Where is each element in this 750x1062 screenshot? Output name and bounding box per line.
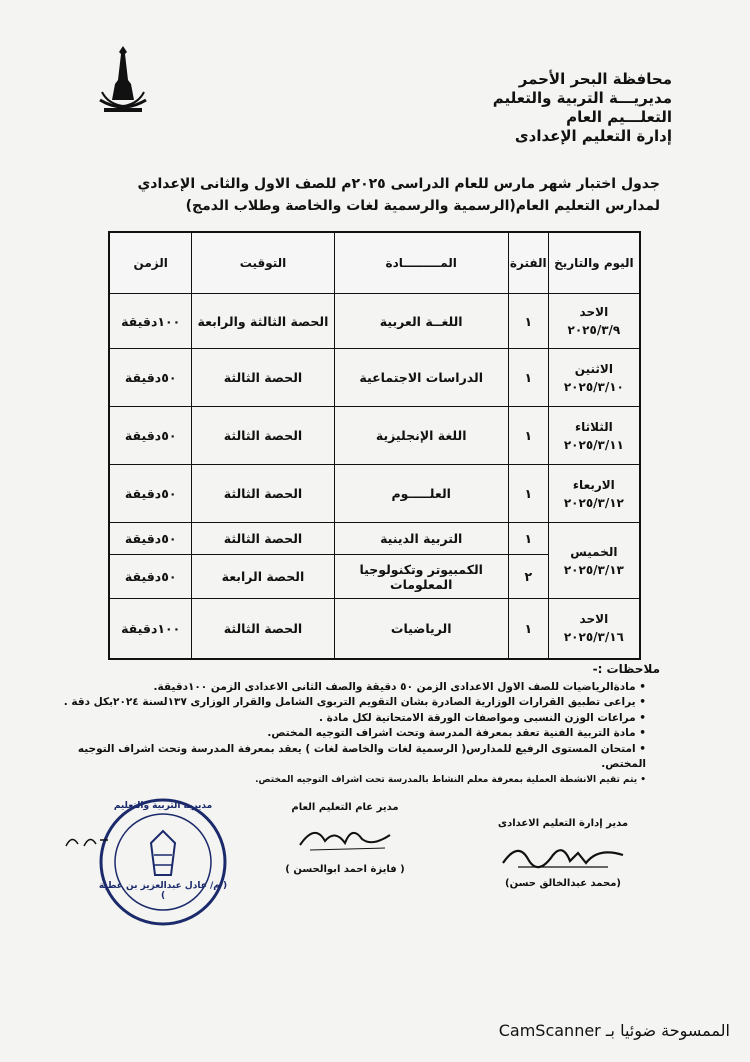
timing-cell: الحصة الثالثة <box>192 523 334 555</box>
period-cell: ١ <box>508 349 548 407</box>
note-item: • يتم تقيم الانشطة العملية بمعرفة معلم النشاط بالمدرسة تحت اشراف التوجيه المختص. <box>40 773 646 789</box>
scanner-watermark: الممسوحة ضوئيا بـ CamScanner <box>498 1021 730 1040</box>
day-label: الاحد <box>579 305 609 319</box>
timing-cell: الحصة الثالثة <box>192 465 334 523</box>
notes-section <box>40 662 660 788</box>
note-item: • مادةالرياضيات للصف الاول الاعدادى الزمن ٥٠ دقيقة والصف الثانى الاعدادى الزمن ١٠٠دقيقة. <box>40 680 646 696</box>
day-date-cell <box>548 407 640 465</box>
timing-cell: الحصة الثالثة <box>192 349 334 407</box>
period-cell: ٢ <box>508 555 548 599</box>
col-header-timing: التوقيت <box>192 232 334 294</box>
page-title: جدول اختبار شهر مارس للعام الدراسى ٢٠٢٥م للصف الاول والثانى الإعدادي <box>137 176 660 192</box>
prep-director-title: مدير إدارة التعليم الاعدادى <box>497 818 629 829</box>
day-label: الاحد <box>579 612 609 627</box>
col-header-period: الفترة <box>508 232 548 294</box>
page-subtitle: لمدارس التعليم العام(الرسمية والرسمية لغات والخاصة وطلاب الدمج) <box>185 198 660 214</box>
governorate-name: محافظة البحر الأحمر <box>518 70 672 88</box>
col-header-day-date: اليوم والتاريخ <box>548 232 640 294</box>
period-cell: ١ <box>508 523 548 555</box>
duration-cell: ٥٠دقيقة <box>109 349 192 407</box>
duration-cell: ٥٠دقيقة <box>109 407 192 465</box>
day-date-cell <box>548 294 640 349</box>
subject-cell: الكمبيوتر وتكنولوجيا المعلومات <box>334 555 508 599</box>
col-header-duration: الزمن <box>109 232 192 294</box>
duration-cell: ٥٠دقيقة <box>109 523 192 555</box>
subject-cell: العلـــــوم <box>334 465 508 523</box>
notes-list <box>40 680 660 789</box>
table-row <box>109 407 640 465</box>
period-cell: ١ <box>508 294 548 349</box>
subject-cell: اللغــة العربية <box>334 294 508 349</box>
date-label: ٢٠٢٥/٣/١١ <box>563 437 624 452</box>
subject-cell: التربية الدينية <box>334 523 508 555</box>
stamp-initials-icon <box>62 830 112 854</box>
day-label: الثلاثاء <box>574 419 613 434</box>
prep-department-name: إدارة التعليم الإعدادى <box>514 127 672 145</box>
col-header-subject: المـــــــــادة <box>334 232 508 294</box>
subject-cell: الدراسات الاجتماعية <box>334 349 508 407</box>
day-date-cell <box>548 599 640 659</box>
general-director-name: ( فايزة احمد ابوالحسن ) <box>285 864 405 875</box>
timing-cell: الحصة الثالثة <box>192 599 334 659</box>
notes-heading: ملاحظات :- <box>592 662 660 676</box>
duration-cell: ٥٠دقيقة <box>109 465 192 523</box>
exam-schedule-table <box>108 231 641 660</box>
general-education-name: التعلـــيم العام <box>566 108 672 126</box>
note-item: • مادة التربية الفنية تعقد بمعرفة المدرسة وتحت اشراف التوجيه المختص. <box>40 726 646 742</box>
timing-cell: الحصة الرابعة <box>192 555 334 599</box>
date-label: ٢٠٢٥/٣/١٠ <box>563 379 624 394</box>
date-label: ٢٠٢٥/٣/١٦ <box>563 630 624 645</box>
table-header-row <box>109 232 640 294</box>
directorate-name: مديريـــة التربية والتعليم <box>492 89 672 107</box>
subject-cell: اللغة الإنجليزية <box>334 407 508 465</box>
prep-director-signature-icon <box>498 833 628 875</box>
day-label: الاثنين <box>574 361 613 376</box>
day-label: الخميس <box>570 544 618 559</box>
duration-cell: ٥٠دقيقة <box>109 555 192 599</box>
day-label: الاربعاء <box>572 477 615 492</box>
day-date-cell <box>548 523 640 599</box>
day-date-cell <box>548 349 640 407</box>
table-row <box>109 349 640 407</box>
date-label: ٢٠٢٥/٣/١٢ <box>563 495 624 510</box>
period-cell: ١ <box>508 465 548 523</box>
prep-director-signature-block <box>488 818 638 889</box>
note-item: • امتحان المستوى الرفيع للمدارس( الرسمية لغات والخاصة لغات ) يعقد بمعرفة المدرسة وتحت اشراف التوجيه المختص. <box>40 742 646 773</box>
duration-cell: ١٠٠دقيقة <box>109 599 192 659</box>
note-item: • يراعى تطبيق القرارات الوزارية الصادرة بشان التقويم التربوى الشامل والقرار الوزارى ١٣٧لسنة ٢٠٢٤بكل دقة . <box>40 695 646 711</box>
duration-cell: ١٠٠دقيقة <box>109 294 192 349</box>
subject-cell: الرياضيات <box>334 599 508 659</box>
period-cell: ١ <box>508 599 548 659</box>
timing-cell: الحصة الثالثة <box>192 407 334 465</box>
stamp-name: ( م/ عادل عبدالعزيز بن عطية ) <box>98 881 228 901</box>
stamp-seal-icon <box>96 795 230 929</box>
general-director-signature-icon <box>290 817 400 857</box>
table-row <box>109 599 640 659</box>
stamp-text: مديرية التربية والتعليم <box>113 801 213 811</box>
table-row <box>109 465 640 523</box>
note-item: • مراعات الوزن النسبى ومواصفات الورقة الامتحانية لكل مادة . <box>40 711 646 727</box>
official-stamp <box>96 795 230 929</box>
date-label: ٢٠٢٥/٣/٩ <box>567 323 621 337</box>
general-director-title: مدير عام التعليم العام <box>291 802 399 813</box>
table-row <box>109 294 640 349</box>
governorate-emblem-icon <box>88 40 158 120</box>
timing-cell: الحصة الثالثة والرابعة <box>192 294 334 349</box>
table-row <box>109 523 640 555</box>
general-director-signature-block <box>280 802 410 875</box>
day-date-cell <box>548 465 640 523</box>
prep-director-name: (محمد عبدالخالق حسن) <box>505 878 621 889</box>
date-label: ٢٠٢٥/٣/١٣ <box>563 562 624 577</box>
period-cell: ١ <box>508 407 548 465</box>
